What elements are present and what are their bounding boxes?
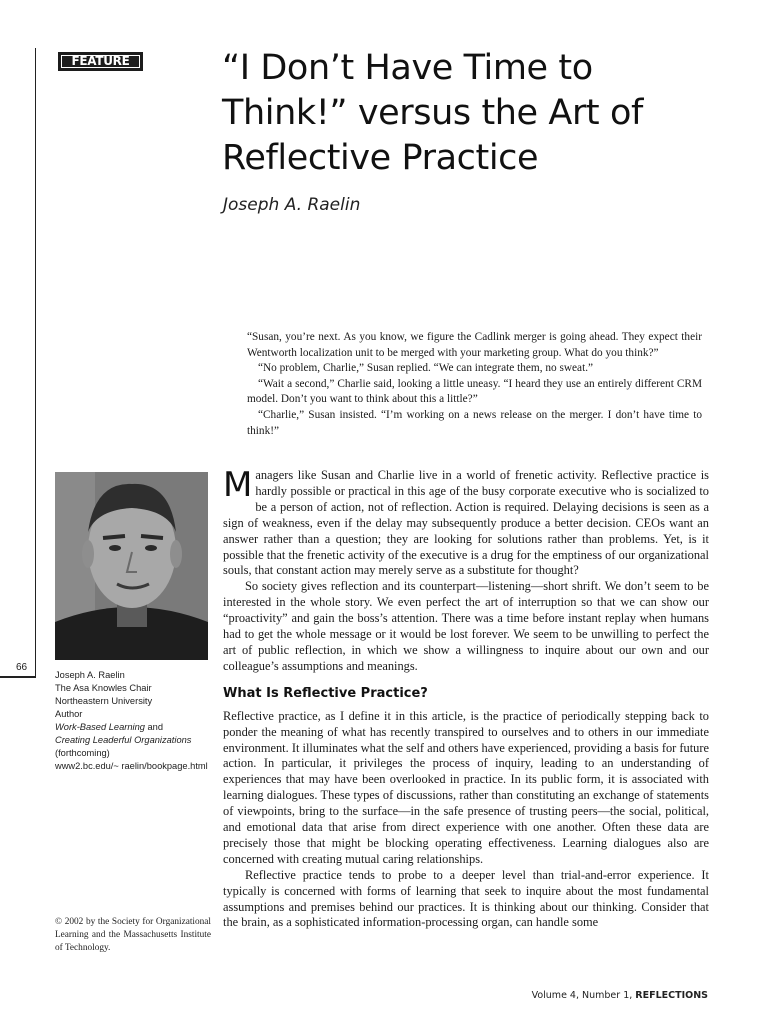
epigraph <box>247 330 702 439</box>
section-heading: What Is Reflective Practice? <box>223 685 428 701</box>
bio-university: Northeastern University <box>55 696 153 706</box>
body-paragraph-text: anagers like Susan and Charlie live in a world of frenetic activity. Reflective practice is hardly possible or practical in this age of the busy corporate executive who is socialized to be a person of action, not of reflection. Action is required. Delaying decisions is seen as a sign of weakness, even if the delay may subsequently produce a better decision. CEOs want an answer rather than a question; they are looking for solutions rather than problems. Yet, is it possible that the frenetic activity of the executive is a drug for the emptiness of our organizational souls, that constant action may merely serve as a substitute for thought? <box>223 468 709 578</box>
epigraph-paragraph: “Susan, you’re next. As you know, we figure the Cadlink merger is going ahead. They expect their Wentworth localization unit to be merged with your marketing group. What do you think?” <box>247 331 702 359</box>
bio-book-1: Work-Based Learning <box>55 722 145 732</box>
copyright-notice: © 2002 by the Society for Organizational Learning and the Massachusetts Institute of Technology. <box>55 917 211 953</box>
article-body <box>223 465 709 931</box>
epigraph-paragraph: “Charlie,” Susan insisted. “I’m working on a news release on the merger. I don’t have time to think!” <box>247 408 702 437</box>
footer-volume: Volume 4, Number 1, <box>531 990 633 1001</box>
feature-badge <box>58 52 143 71</box>
body-paragraph: Reflective practice tends to probe to a deeper level than trial-and-error experience. It typically is concerned with forms of learning that seek to inquire about the most fundamental assumptions and premises behind our practices. It is thinking about our thinking. Consider that the brain, as a sophisticated information-processing organ, can handle some <box>223 867 709 930</box>
bio-chair: The Asa Knowles Chair <box>55 683 152 693</box>
bio-name: Joseph A. Raelin <box>55 670 125 680</box>
drop-cap: M <box>223 465 253 505</box>
page-number: 66 <box>16 662 28 673</box>
page-footer <box>532 990 708 1001</box>
author-bio <box>55 669 220 773</box>
article-title: “I Don’t Have Time to Think!” versus the Art of Reflective Practice <box>222 48 643 178</box>
bio-forthcoming: (forthcoming) <box>55 748 110 758</box>
bio-book-2: Creating Leaderful Organizations <box>55 735 192 745</box>
margin-rule <box>35 48 36 676</box>
bio-author-label: Author <box>55 709 83 719</box>
body-paragraph: So society gives reflection and its counterpart—listening—short shrift. We don’t seem to be interested in the whole story. We even perfect the art of interruption so that we can show our “proactivity” and gain the boss’s attention. There was a time before instant replay when humans had to get the whole message or it would be lost forever. We seem to be unwilling to perfect the art of public reflection, in which we show a willingness to inquire about our own and our colleague’s assumptions and meanings. <box>223 579 709 673</box>
footer-journal: REFLECTIONS <box>635 990 708 1001</box>
body-paragraph: Reflective practice, as I define it in this article, is the practice of periodically stepping back to ponder the meaning of what has recently transpired to ourselves and to others in our immediate environment. It illuminates what the self and others have experienced, providing a basis for future action. In particular, it privileges the process of inquiry, leading to an understanding of experiences that may have been overlooked in practice. In its public form, it is associated with learning dialogues. These types of discussions, rather than constituting an exchange of statements of viewpoints, bring to the surface—in the safe presence of trusting peers—the social, political, and emotional data that arise from direct experience with one another. Often these data are precisely those that might be blocking operating effectiveness. Learning dialogues also are concerned with creating mutual caring relationships. <box>223 708 709 866</box>
bio-url: www2.bc.edu/~ raelin/bookpage.html <box>55 761 208 771</box>
body-paragraph <box>223 465 709 579</box>
page-number-rule <box>0 676 36 678</box>
author-photo <box>55 472 208 660</box>
article-author: Joseph A. Raelin <box>223 195 361 215</box>
epigraph-paragraph: “No problem, Charlie,” Susan replied. “We can integrate them, no sweat.” <box>258 362 594 375</box>
epigraph-paragraph: “Wait a second,” Charlie said, looking a little uneasy. “I heard they use an entirely different CRM model. Don’t you want to think about this a little?” <box>247 377 702 406</box>
bio-and: and <box>144 722 164 732</box>
bio-books <box>55 721 220 734</box>
feature-badge-label: FEATURE <box>61 55 140 68</box>
